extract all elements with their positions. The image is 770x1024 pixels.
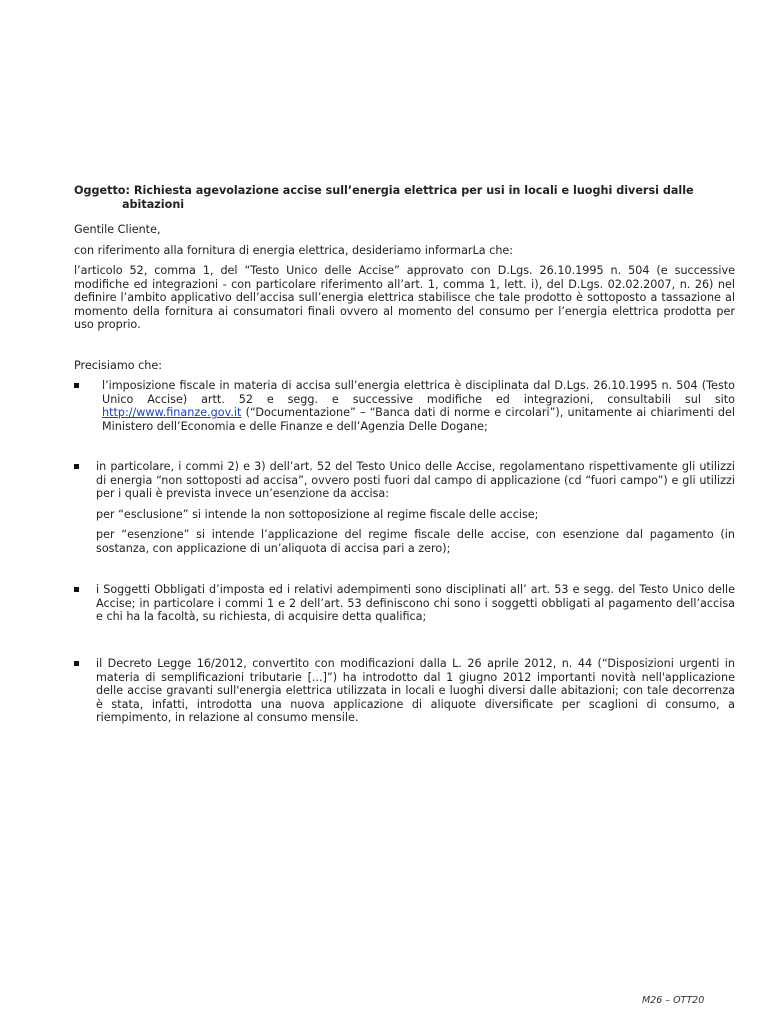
footer-code: M26 – OTT20 xyxy=(642,995,705,1006)
article-paragraph: l’articolo 52, comma 1, del “Testo Unico delle Accise” approvato con D.Lgs. 26.10.1995 n. 504 (e successive modifiche ed integrazioni - con particolare riferimento all’art. 1, comma 1, lett. i), del D.Lgs. 02.02.2007, n. 26) nel definire l’ambito applicativo dell’accisa sull’energia elettrica stabilisce che tale prodotto è sottoposto a tassazione al momento della fornitura ai consumatori finali ovvero al momento del consumo per l’energia elettrica prodotta per uso proprio. xyxy=(74,264,735,332)
bullet-text-2: in particolare, i commi 2) e 3) dell’art. 52 del Testo Unico delle Accise, regolamentano rispettivamente gli utilizzi di energia “non sottoposti ad accisa”, ovvero posti fuori dal campo di applicazione (cd “fuori campo”) e gli utilizzi per i quali è prevista invece un’esenzione da accisa: xyxy=(96,460,735,501)
subject-label: Oggetto: xyxy=(74,184,130,197)
intro-paragraph: con riferimento alla fornitura di energia elettrica, desideriamo informarLa che: xyxy=(74,244,514,257)
subject-heading xyxy=(74,184,744,211)
subject-line-1: Richiesta agevolazione accise sull’energia elettrica per usi in locali e luoghi diversi dalle xyxy=(133,184,694,197)
bullet-2-subparagraph-esenzione: per “esenzione” si intende l’applicazione del regime fiscale delle accise, con esenzione dal pagamento (in sostanza, con applicazione di un’aliquota di accisa pari a zero); xyxy=(96,528,735,555)
list-item xyxy=(74,583,735,624)
bullet-icon xyxy=(74,464,79,469)
bullet-2-subparagraph-esclusione: per “esclusione” si intende la non sottoposizione al regime fiscale delle accise; xyxy=(96,507,539,521)
list-item xyxy=(74,379,735,433)
bullet-1-text-start: l’imposizione fiscale in materia di accisa sull’energia elettrica è disciplinata dal D.Lgs. 26.10.1995 n. 504 (Testo Unico Accise) artt. 52 e segg. e successive modifiche ed integrazioni, consultabili sul sito xyxy=(102,379,735,406)
bullet-icon xyxy=(74,383,79,388)
finanze-link[interactable]: http://www.finanze.gov.it xyxy=(102,406,242,420)
greeting: Gentile Cliente, xyxy=(74,223,161,236)
bullet-icon xyxy=(74,587,79,592)
bullet-text-1 xyxy=(102,379,735,433)
bullet-text-3: i Soggetti Obbligati d’imposta ed i relativi adempimenti sono disciplinati all’ art. 53 e segg. del Testo Unico delle Accise; in particolare i commi 1 e 2 dell’art. 53 definiscono chi sono i soggetti obbligati al pagamento dell’accisa e chi ha la facoltà, su richiesta, di acquisire detta qualifica; xyxy=(96,583,735,624)
bullet-1-text-end: (“Documentazione” – “Banca dati di norme e circolari”), unitamente ai chiarimenti del Ministero dell’Economia e delle Finanze e dell’Agenzia Delle Dogane; xyxy=(102,406,735,433)
list-item xyxy=(74,460,735,556)
precisiamo-label: Precisiamo che: xyxy=(74,359,163,372)
subject-line-2: abitazioni xyxy=(122,197,185,211)
bullet-text-4: il Decreto Legge 16/2012, convertito con modificazioni dalla L. 26 aprile 2012, n. 44 (“Disposizioni urgenti in materia di semplificazioni tributarie [...]”) ha introdotto dal 1 giugno 2012 importanti novità nell'applicazione delle accise gravanti sull'energia elettrica utilizzata in locali e luoghi diversi dalle abitazioni; con tale decorrenza è stata, infatti, introdotta una nuova applicazione di aliquote diversificate per scaglioni di consumo, a riempimento, in relazione al consumo mensile. xyxy=(96,657,735,725)
bullet-icon xyxy=(74,661,79,666)
list-item xyxy=(74,657,735,725)
